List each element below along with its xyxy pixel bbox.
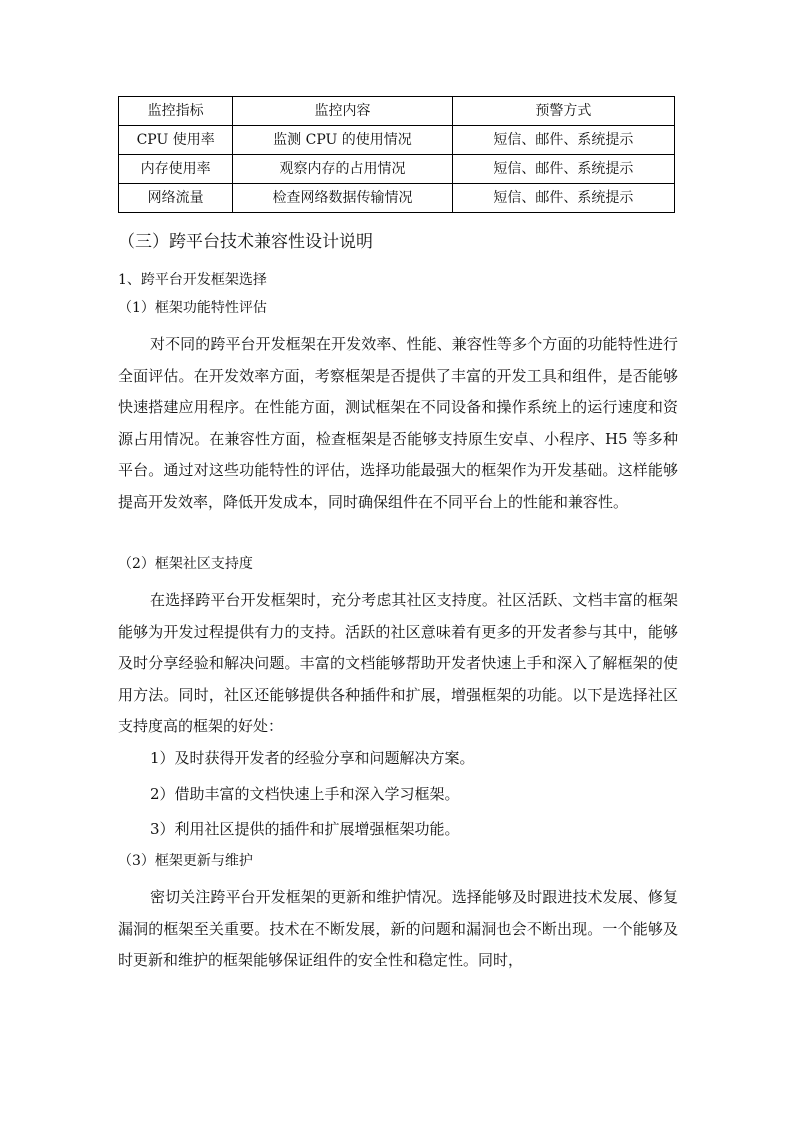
heading-feature-evaluation: （1）框架功能特性评估 [118,300,267,316]
table-cell: 网络流量 [119,184,233,213]
list-item: 3）利用社区提供的插件和扩展增强框架功能。 [150,820,460,838]
list-item: 1）及时获得开发者的经验分享和问题解决方案。 [150,749,475,767]
table-row [119,126,675,155]
table-cell: CPU 使用率 [119,126,233,155]
table-row [119,155,675,184]
heading-update-maintenance: （3）框架更新与维护 [118,853,253,869]
table-header-cell: 监控内容 [233,97,452,126]
table-cell: 短信、邮件、系统提示 [452,184,674,213]
paragraph-community-support: 在选择跨平台开发框架时，充分考虑其社区支持度。社区活跃、文档丰富的框架能够为开发过程提供有力的支持。活跃的社区意味着有更多的开发者参与其中，能够及时分享经验和解决问题。丰富的文档能够帮助开发者快速上手和深入了解框架的使用方法。同时，社区还能够提供各种插件和扩展，增强框架的功能。以下是选择社区支持度高的框架的好处： [118,591,678,735]
table-cell: 监测 CPU 的使用情况 [233,126,452,155]
heading-community-support: （2）框架社区支持度 [118,556,253,572]
list-item: 2）借助丰富的文档快速上手和深入学习框架。 [150,785,460,803]
table-cell: 短信、邮件、系统提示 [452,155,674,184]
table-cell: 短信、邮件、系统提示 [452,126,674,155]
table-cell: 检查网络数据传输情况 [233,184,452,213]
table-header-cell: 监控指标 [119,97,233,126]
table-row [119,184,675,213]
table-cell: 内存使用率 [119,155,233,184]
section-title: （三）跨平台技术兼容性设计说明 [118,232,373,252]
paragraph-update-maintenance: 密切关注跨平台开发框架的更新和维护情况。选择能够及时跟进技术发展、修复漏洞的框架至关重要。技术在不断发展，新的问题和漏洞也会不断出现。一个能够及时更新和维护的框架能够保证组件的安全性和稳定性。同时， [118,888,678,969]
table-header-cell: 预警方式 [452,97,674,126]
paragraph-feature-evaluation: 对不同的跨平台开发框架在开发效率、性能、兼容性等多个方面的功能特性进行全面评估。在开发效率方面，考察框架是否提供了丰富的开发工具和组件，是否能够快速搭建应用程序。在性能方面，测试框架在不同设备和操作系统上的运行速度和资源占用情况。在兼容性方面，检查框架是否能够支持原生安卓、小程序、H5 等多种平台。通过对这些功能特性的评估，选择功能最强大的框架作为开发基础。这样能够提高开发效率，降低开发成本，同时确保组件在不同平台上的性能和兼容性。 [118,335,678,511]
monitoring-table [118,96,675,213]
table-cell: 观察内存的占用情况 [233,155,452,184]
table-header-row [119,97,675,126]
subsection-heading: 1、跨平台开发框架选择 [118,272,267,288]
